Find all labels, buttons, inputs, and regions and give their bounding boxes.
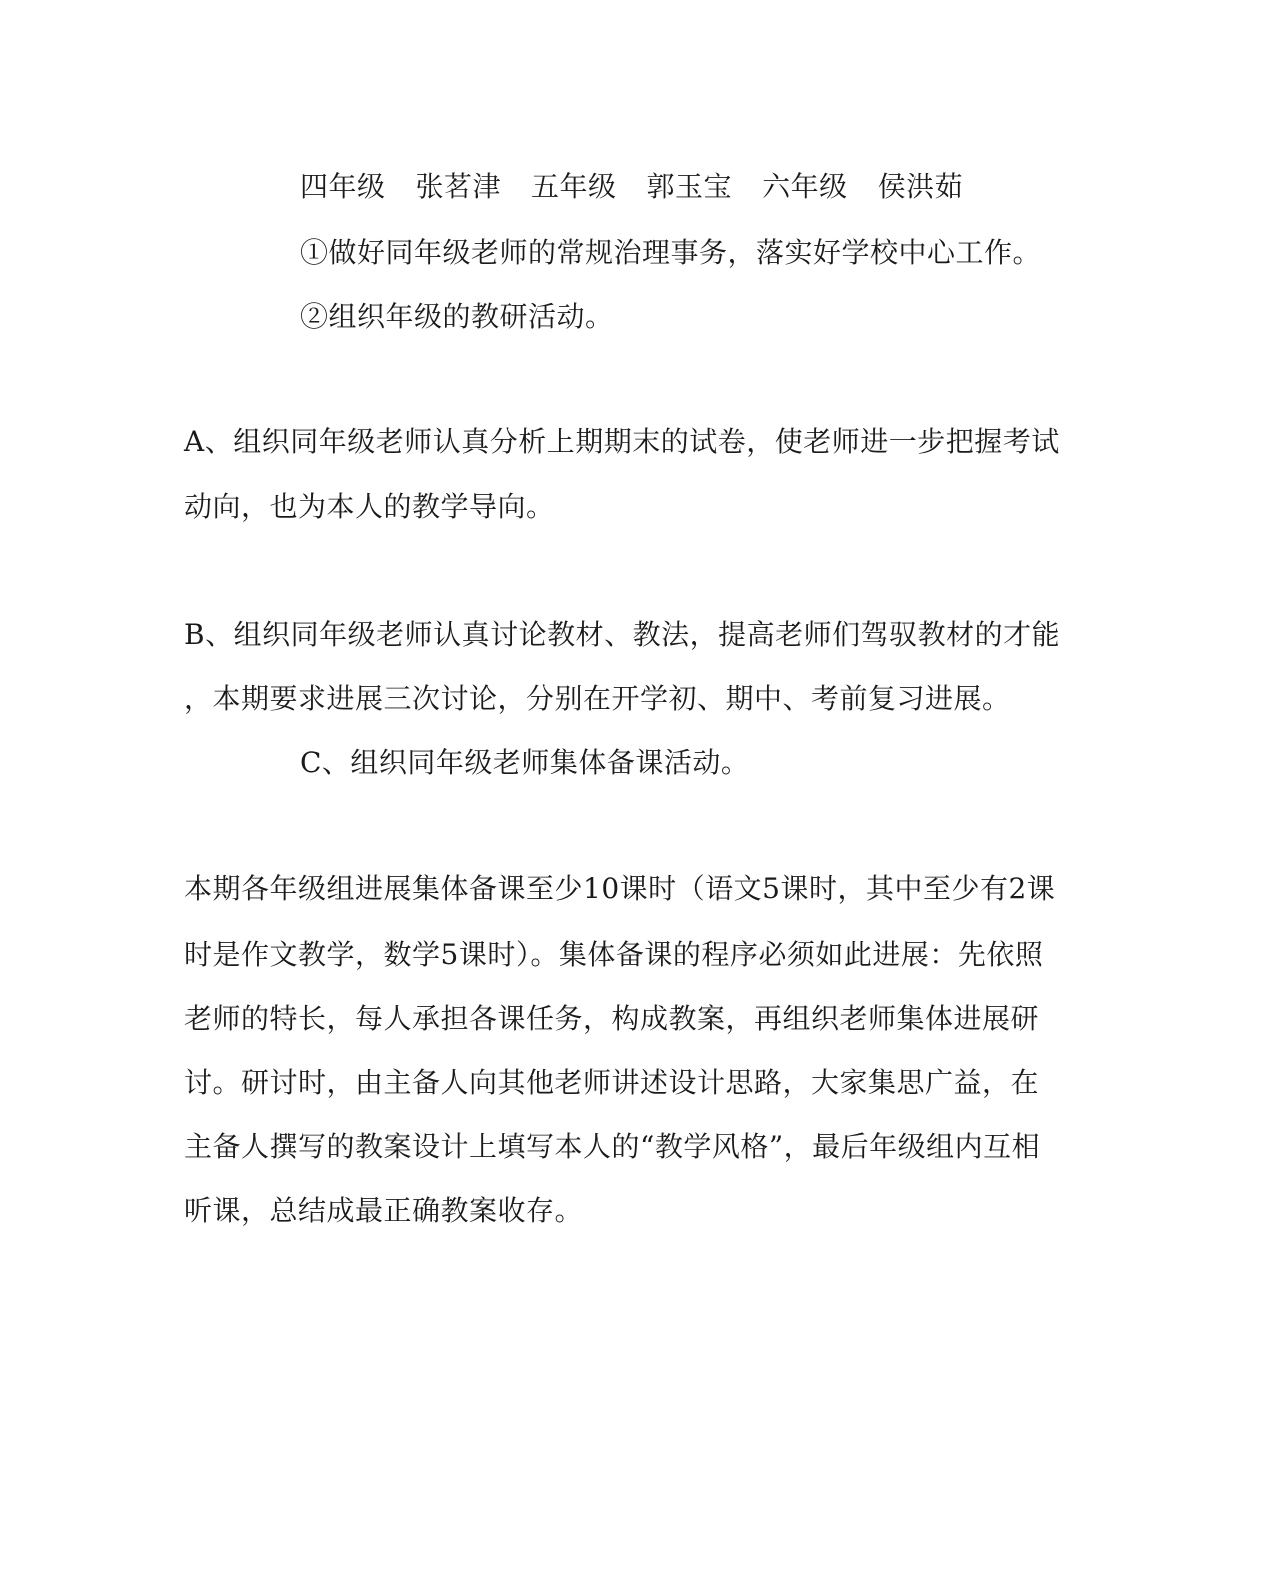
item-c: C、组织同年级老师集体备课活动。 — [300, 746, 750, 779]
grade-4-label: 四年级 — [300, 170, 386, 203]
item-b-line-2: ，本期要求进展三次讨论，分别在开学初、期中、考前复习进展。 — [184, 682, 1011, 715]
grade-4-leader: 张茗津 — [415, 170, 502, 203]
paragraph-line-2: 时是作文教学，数学5课时）。集体备课的程序必须如此进展：先依照 — [184, 938, 1044, 971]
grade-5-leader: 郭玉宝 — [646, 170, 733, 203]
paragraph-line-6: 听课，总结成最正确教案收存。 — [184, 1194, 584, 1227]
paragraph-line-4: 讨。研讨时，由主备人向其他老师讲述设计思路，大家集思广益，在 — [184, 1066, 1040, 1099]
duty-item-1: ①做好同年级老师的常规治理事务，落实好学校中心工作。 — [300, 236, 1042, 269]
item-b-line-1: B、组织同年级老师认真讨论教材、教法，提高老师们驾驭教材的才能 — [184, 618, 1061, 651]
paragraph-line-1: 本期各年级组进展集体备课至少10课时（语文5课时，其中至少有2课 — [184, 872, 1056, 905]
duty-item-2: ②组织年级的教研活动。 — [300, 300, 614, 333]
grade-5-label: 五年级 — [531, 170, 617, 203]
paragraph-line-3: 老师的特长，每人承担各课任务，构成教案，再组织老师集体进展研 — [184, 1002, 1040, 1035]
grade-6-leader: 侯洪茹 — [877, 170, 964, 203]
grade-leaders-row — [300, 170, 993, 204]
item-a-line-2: 动向，也为本人的教学导向。 — [184, 490, 555, 523]
item-a-line-1: A、组织同年级老师认真分析上期期末的试卷，使老师进一步把握考试 — [184, 425, 1060, 458]
grade-6-label: 六年级 — [762, 170, 848, 203]
paragraph-line-5: 主备人撰写的教案设计上填写本人的“教学风格”，最后年级组内互相 — [184, 1130, 1041, 1163]
